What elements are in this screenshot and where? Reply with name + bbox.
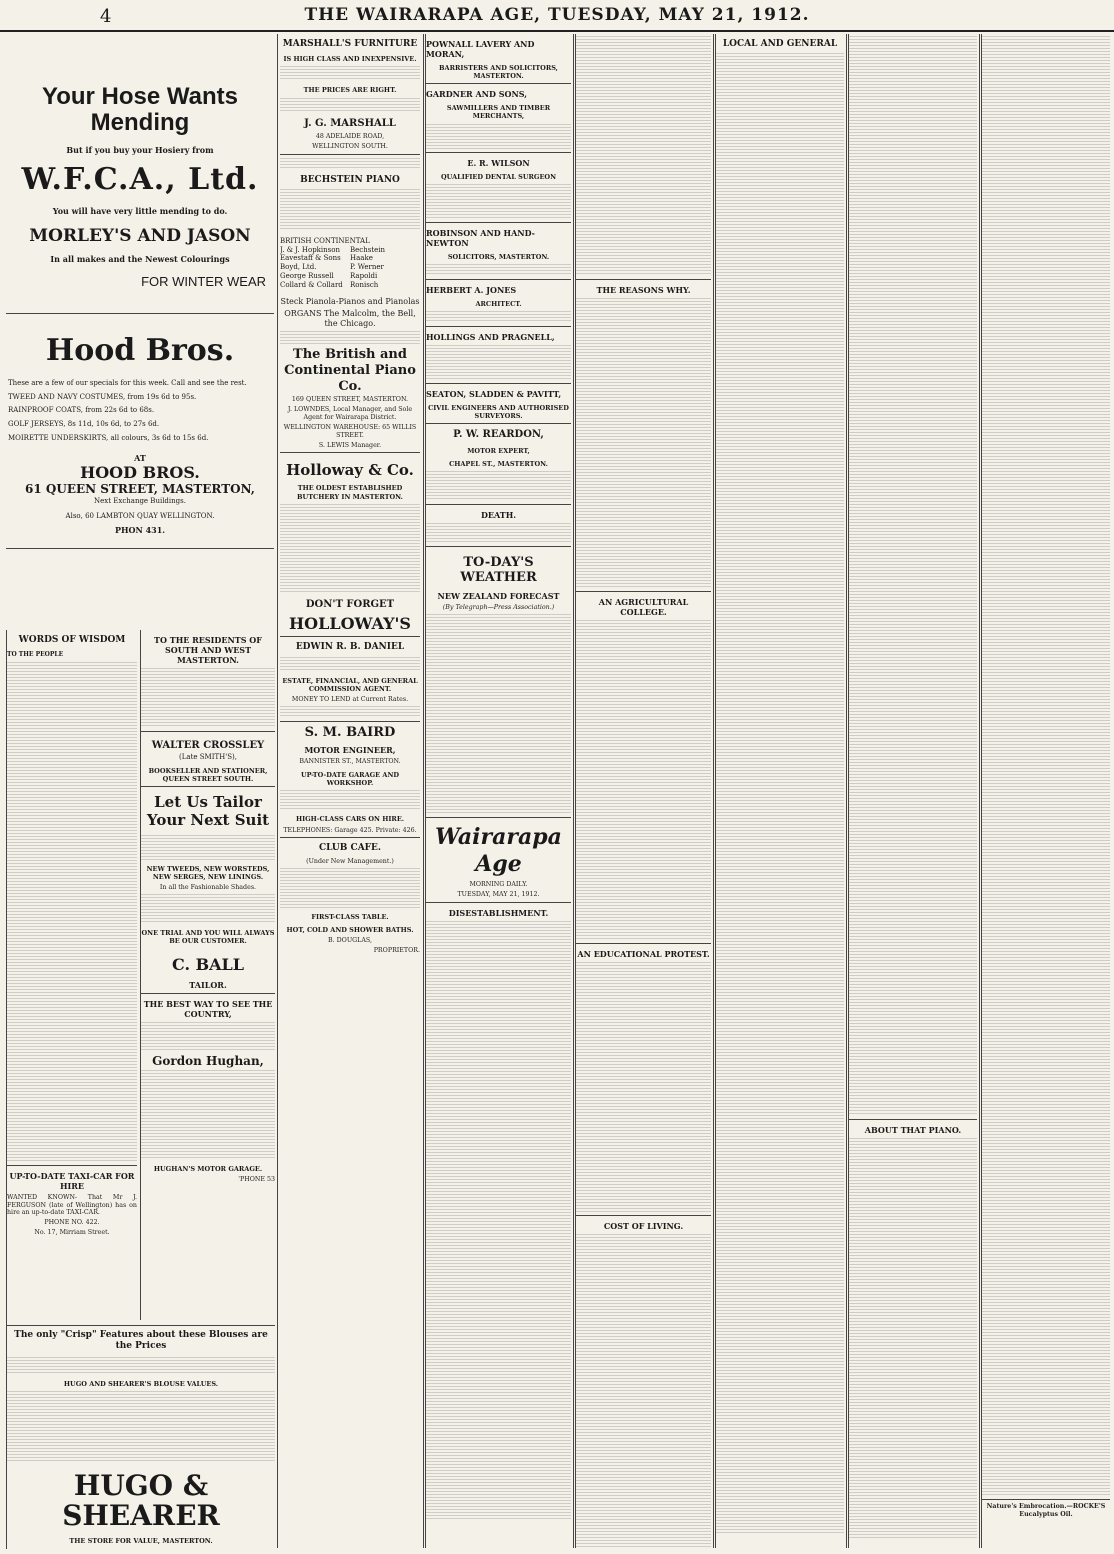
piano-maker: Bechstein (350, 245, 386, 254)
marshall-name: J. G. MARSHALL (304, 117, 396, 129)
reardon: P. W. REARDON, (453, 429, 544, 441)
pownall: POWNALL LAVERY AND MORAN, (426, 39, 535, 59)
masthead (0, 0, 1114, 32)
piano-maker: Collard & Collard (280, 280, 343, 289)
prices-right: THE PRICES ARE RIGHT. (303, 86, 397, 95)
column-1-right (140, 630, 275, 1320)
hollings: HOLLINGS AND PRAGNELL, (426, 331, 555, 342)
lowndes: J. LOWNDES, Local Manager, and Sole Agent for Wairarapa District. (287, 406, 413, 421)
garage: UP-TO-DATE GARAGE AND WORKSHOP. (300, 771, 400, 788)
hood-item: TWEED AND NAVY COSTUMES, from 19s 6d to 95s. (8, 392, 197, 401)
taxi-title: UP-TO-DATE TAXI-CAR FOR HIRE (9, 1170, 135, 1191)
wisdom-sub: TO THE PEOPLE (7, 651, 64, 659)
cost-title: COST OF LIVING. (603, 1221, 684, 1231)
blouse-hdr: HUGO AND SHEARER'S BLOUSE VALUES. (63, 1379, 219, 1388)
blouse-ad (6, 1325, 275, 1549)
hood-next: Next Exchange Buildings. (94, 497, 186, 506)
column-1-ads (6, 34, 274, 629)
disest-title: DISESTABLISHMENT. (448, 907, 549, 918)
agric-title: AN AGRICULTURAL COLLEGE. (598, 597, 689, 617)
taxi-phone: PHONE NO. 422. (44, 1219, 100, 1227)
wilson: E. R. WILSON (467, 157, 530, 168)
daniel-sub: ESTATE, FINANCIAL, AND GENERAL COMMISSION AGENT. (282, 676, 418, 693)
gardner-sub: SAWMILLERS AND TIMBER MERCHANTS, (446, 104, 551, 121)
club-body: FIRST-CLASS TABLE. (311, 912, 389, 921)
phones: TELEPHONES: Garage 425. Private: 426. (283, 826, 417, 834)
organs: ORGANS The Malcolm, the Bell, the Chicago. (284, 309, 416, 329)
piano-maker: Ronisch (350, 280, 379, 289)
hose-ad (6, 34, 274, 314)
trial: ONE TRIAL AND YOU WILL ALWAYS BE OUR CUSTOMER. (141, 929, 275, 946)
taxi-addr: No. 17, Mirriam Street. (34, 1229, 110, 1237)
wfca-sub: You will have very little mending to do. (52, 205, 228, 216)
shades: In all the Fashionable Shades. (159, 884, 257, 892)
proprietor: PROPRIETOR. (373, 946, 420, 954)
weather-sub: NEW ZEALAND FORECAST (437, 591, 560, 602)
marshall-sub: IS HIGH CLASS AND INEXPENSIVE. (283, 55, 417, 64)
crossley-sub: BOOKSELLER AND STATIONER, QUEEN STREET SOUTH. (148, 766, 268, 783)
piano-maker: Rapoldi (350, 271, 378, 280)
paper-date: TUESDAY, MAY 21, 1912. (457, 890, 540, 898)
piano-maker: P. Werner (350, 263, 384, 272)
baths: HOT, COLD AND SHOWER BATHS. (286, 925, 414, 934)
marshall-title: MARSHALL'S FURNITURE (282, 39, 418, 49)
piano-list (280, 237, 420, 290)
hose-title: Your Hose Wants Mending (41, 83, 239, 137)
piano-title: ABOUT THAT PIANO. (864, 1125, 962, 1135)
bechstein: BECHSTEIN PIANO (300, 174, 400, 185)
hood-bros-ad (6, 314, 274, 549)
column-2 (280, 34, 420, 1548)
column-7 (981, 34, 1110, 1548)
club-cafe: CLUB CAFE. (318, 843, 382, 854)
morley-name: MORLEY'S AND JASON (29, 225, 251, 246)
daniel: EDWIN R. B. DANIEL (295, 642, 405, 653)
storage: HIGH-CLASS CARS ON HIRE. (295, 815, 405, 824)
hughan-garage: HUGHAN'S MOTOR GARAGE. (153, 1164, 263, 1173)
hood-intro: These are a few of our specials for this week. Call and see the rest. (8, 378, 247, 387)
reardon-addr: CHAPEL ST., MASTERTON. (449, 459, 548, 468)
piano-maker: Boyd, Ltd. (280, 263, 317, 272)
hood-items (8, 393, 272, 443)
death: DEATH. (480, 509, 517, 520)
hughan-name: Gordon Hughan, (152, 1053, 264, 1068)
baird-addr: BANNISTER ST., MASTERTON. (299, 758, 401, 766)
best-way: THE BEST WAY TO SEE THE COUNTRY, (143, 998, 273, 1019)
tailor-title: Let Us Tailor Your Next Suit (146, 793, 270, 829)
ball-sub: TAILOR. (189, 979, 227, 990)
winter-wear: FOR WINTER WEAR (141, 274, 266, 290)
lewis: S. LEWIS Manager. (318, 441, 382, 449)
bcp-addr: 169 QUEEN STREET, MASTERTON. (291, 396, 409, 404)
piano-maker: Haake (350, 254, 373, 263)
holloways: HOLLOWAY'S (289, 614, 411, 634)
rockes: Nature's Embrocation.—ROCKE'S Eucalyptus Oil. (986, 1503, 1106, 1518)
weather-title: TO-DAY'S WEATHER (460, 554, 537, 586)
hood-item: RAINPROOF COATS, from 22s 6d to 68s. (8, 406, 155, 415)
column-6 (848, 34, 977, 1548)
seaton-sub: CIVIL ENGINEERS AND AUTHORISED SURVEYORS. (428, 403, 569, 420)
solicitors: SOLICITORS, MASTERTON. (447, 252, 550, 261)
piano-maker: George Russell (280, 271, 334, 280)
residents-title: TO THE RESIDENTS OF SOUTH AND WEST MASTERTON. (154, 635, 262, 665)
hood-at: AT (134, 452, 146, 463)
piano-maker: BRITISH CONTINENTAL (280, 236, 370, 245)
paper-sub: MORNING DAILY. (469, 880, 528, 888)
wfca-name: W.F.C.A., Ltd. (21, 161, 259, 197)
hood-title: Hood Bros. (45, 332, 235, 368)
blouse-title: The only "Crisp" Features about these Blouses are the Prices (14, 1330, 268, 1352)
piano-maker: Eavestaff & Sons (280, 254, 341, 263)
seaton: SEATON, SLADDEN & PAVITT, (426, 388, 562, 399)
hood-item: GOLF JERSEYS, 8s 11d, 10s 6d, to 27s 6d. (8, 420, 160, 429)
dont-forget: DON'T FORGET (305, 598, 395, 610)
wilson-sub: QUALIFIED DENTAL SURGEON (440, 172, 557, 181)
newspaper-title: THE WAIRARAPA AGE, TUESDAY, MAY 21, 1912. (304, 5, 810, 25)
holloway-title: Holloway & Co. (286, 461, 414, 480)
pownall-sub: BARRISTERS AND SOLICITORS, MASTERTON. (439, 64, 558, 81)
robinson: ROBINSON AND HAND-NEWTON (426, 227, 536, 248)
club-sub: (Under New Management.) (306, 857, 394, 865)
wgtn-warehouse: WELLINGTON WAREHOUSE: 65 WILLIS STREET. (283, 423, 417, 439)
steck: Steck Pianola-Pianos and Pianolas (280, 297, 420, 307)
column-3 (425, 34, 571, 1548)
hood-name: HOOD BROS. (80, 462, 200, 482)
morley-sub: In all makes and the Newest Colourings (50, 254, 230, 265)
paper-name: Wairarapa Age (435, 823, 562, 878)
local-title: LOCAL AND GENERAL (722, 39, 838, 49)
bcp-title: The British and Continental Piano Co. (284, 347, 416, 394)
tweeds: NEW TWEEDS, NEW WORSTEDS, NEW SERGES, NEW LININGS. (146, 865, 270, 882)
jones: HERBERT A. JONES (426, 284, 517, 295)
hood-item: MOIRETTE UNDERSKIRTS, all colours, 3s 6d to 15s 6d. (8, 433, 209, 442)
baird: S. M. BAIRD (304, 724, 396, 740)
gardner: GARDNER AND SONS, (426, 89, 528, 100)
hood-phone: PHON 431. (114, 524, 166, 535)
wisdom-title: WORDS OF WISDOM (18, 635, 126, 645)
hughan-phone: 'PHONE 53 (238, 1176, 275, 1184)
taxi-body: WANTED KNOWN- That Mr J. FERGUSON (late of Wellington) has on hire an up-to-date TAXI-CAR. (7, 1193, 137, 1217)
page-number: 4 (100, 6, 112, 27)
douglas: B. DOUGLAS, (328, 936, 372, 944)
reardon-sub: MOTOR EXPERT, (467, 446, 530, 455)
holloway-sub: THE OLDEST ESTABLISHED BUTCHERY IN MASTERTON. (297, 484, 403, 501)
ball-name: C. BALL (171, 955, 245, 975)
crossley-late: (Late SMITH'S), (179, 753, 237, 761)
piano-maker: J. & J. Hopkinson (280, 245, 340, 254)
baird-sub: MOTOR ENGINEER, (304, 745, 396, 756)
column-5 (715, 34, 844, 1548)
hugo-sub: THE STORE FOR VALUE, MASTERTON. (69, 1537, 213, 1546)
hood-also: Also, 60 LAMBTON QUAY WELLINGTON. (65, 511, 215, 520)
column-4 (575, 34, 711, 1548)
protest-title: AN EDUCATIONAL PROTEST. (577, 949, 710, 959)
marshall-city: WELLINGTON SOUTH. (312, 142, 388, 150)
hugo-name: HUGO & SHEARER (62, 1468, 220, 1533)
hose-sub: But if you buy your Hosiery from (66, 144, 214, 155)
architect: ARCHITECT. (475, 299, 522, 308)
marshall-addr: 48 ADELAIDE ROAD, (315, 133, 385, 140)
money: MONEY TO LEND at Current Rates. (291, 695, 409, 703)
reasons-title: THE REASONS WHY. (596, 285, 691, 295)
hood-addr: 61 QUEEN STREET, MASTERTON, (25, 481, 255, 496)
crossley-name: WALTER CROSSLEY (151, 740, 265, 751)
weather-by: (By Telegraph—Press Association.) (442, 604, 555, 612)
